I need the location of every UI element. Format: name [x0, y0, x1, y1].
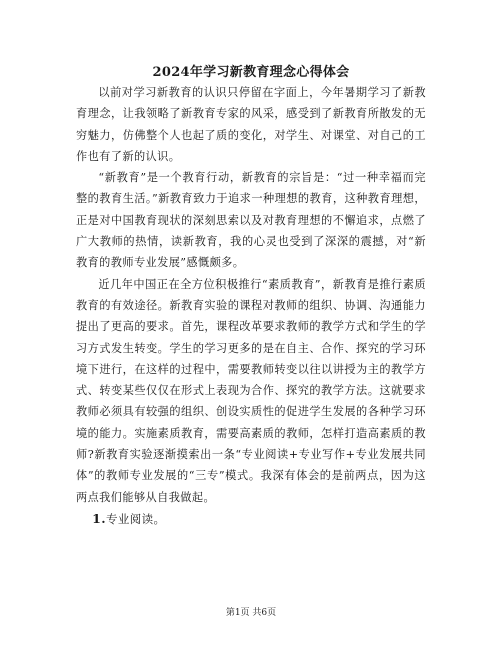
document-title: 2024年学习新教育理念心得体会 [152, 65, 350, 80]
section-heading [76, 508, 426, 530]
document-body [76, 82, 426, 530]
section-heading-text: 专业阅读。 [105, 511, 166, 526]
page-footer: 第1页 共6页 [225, 608, 277, 618]
paragraph-1: 以前对学习新教育的认识只停留在字面上，今年暑期学习了新教育理念，让我领略了新教育专家的风采，感受到了新教育所散发的无穷魅力，仿佛整个人也起了质的变化，对学生、对课堂、对自己的工作也有了新的认识。 [76, 86, 426, 163]
paragraph-3: 近几年中国正在全方位积极推行“素质教育”，新教育是推行素质教育的有效途径。新教育实验的课程对教师的组织、协调、沟通能力提出了更高的要求。首先，课程改革要求教师的教学方式和学生的学习方式发生转变。学生的学习更多的是在自主、合作、探究的学习环境下进行，在这样的过程中，需要教师转变以往以讲授为主的教学方式、转变某些仅仅在形式上表现为合作、探究的教学方法。这就要求教师必须具有较强的组织、创设实质性的促进学生发展的各种学习环境的能力。实施素质教育，需要高素质的教师，怎样打造高素质的教师?新教育实验逐渐摸索出一条“专业阅读+专业写作+专业发展共同体”的教师专业发展的“三专”模式。我深有体会的是前两点，因为这两点我们能够从自我做起。 [76, 277, 426, 504]
section-number: 1. [92, 510, 106, 526]
paragraph-2: “新教育”是一个教育行动，新教育的宗旨是：“过一种幸福而完整的教育生活。”新教育致力于追求一种理想的教育，这种教育理想，正是对中国教育现状的深刻思索以及对教育理想的不懈追求，点燃了广大教师的热情，读新教育，我的心灵也受到了深深的震撼，对“新教育的教师专业发展”感慨颇多。 [76, 171, 426, 270]
